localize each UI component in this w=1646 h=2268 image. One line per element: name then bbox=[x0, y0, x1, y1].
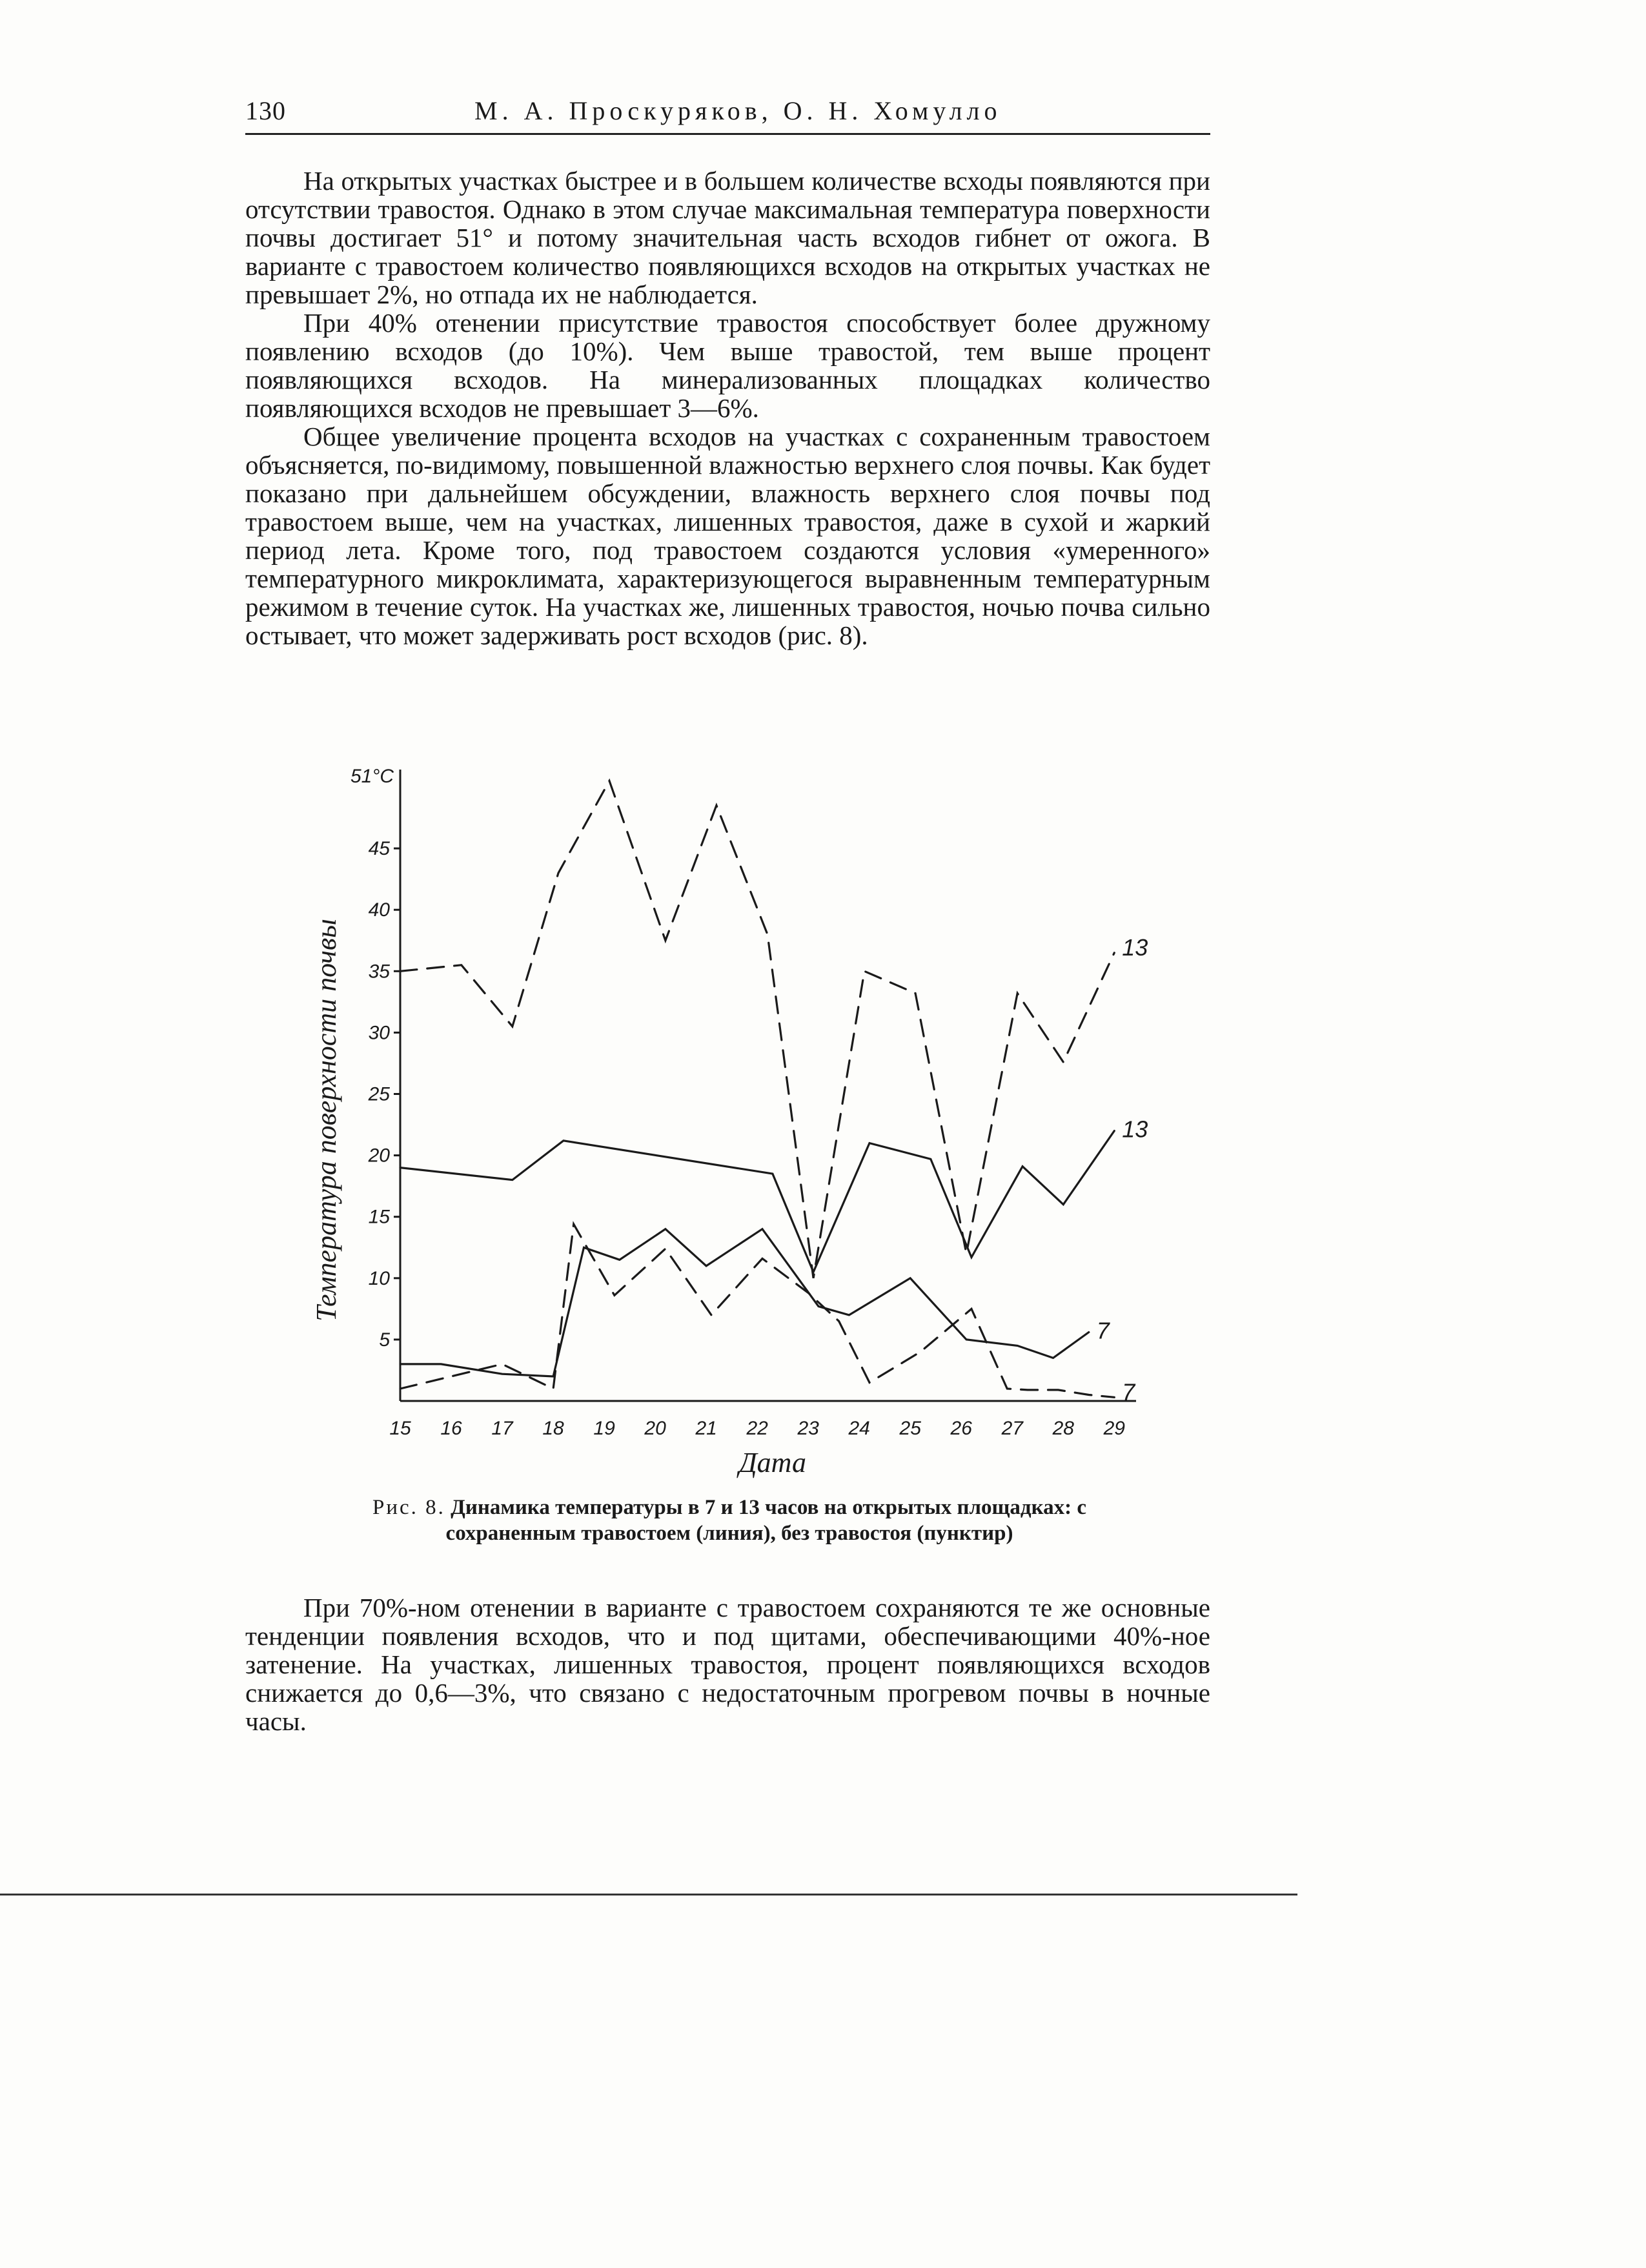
y-tick-label: 25 bbox=[368, 1083, 390, 1105]
caption-lead: Рис. 8. bbox=[372, 1496, 445, 1519]
y-tick-label: 35 bbox=[368, 961, 390, 983]
y-tick-label: 10 bbox=[368, 1267, 390, 1289]
y-tick-label: 40 bbox=[368, 899, 390, 921]
y-tick-label: 5 bbox=[379, 1329, 390, 1351]
x-tick-label: 16 bbox=[440, 1418, 462, 1439]
series-label: 7 bbox=[1096, 1317, 1110, 1344]
x-tick-label: 19 bbox=[593, 1418, 615, 1439]
body-text-top bbox=[245, 167, 1210, 649]
x-tick-label: 23 bbox=[797, 1418, 819, 1439]
y-top-label: 51°С bbox=[350, 766, 394, 787]
running-header bbox=[245, 96, 1210, 135]
y-tick-label: 30 bbox=[368, 1022, 390, 1044]
body-text-bottom bbox=[245, 1593, 1210, 1735]
y-tick-label: 45 bbox=[368, 838, 390, 860]
series-line bbox=[400, 1229, 1089, 1376]
x-tick-label: 28 bbox=[1052, 1418, 1074, 1439]
paragraph: При 40% отенении присутствие травостоя способствует более дружному появлению всходов (до 10%). Чем выше травостой, тем выше процент появляющихся всходов. На минерализованных площадках количество появляющихся всходов не превышает 3—6%. bbox=[245, 308, 1210, 423]
page-number: 130 bbox=[245, 96, 286, 125]
figure-8 bbox=[290, 755, 1207, 1504]
temperature-chart bbox=[290, 755, 1207, 1504]
paragraph: При 70%-ном отенении в варианте с травостоем сохраняются те же основные тенденции появления всходов, что и под щитами, обеспечивающими 40%-ное затенение. На участках, лишенных травостоя, процент появляющихся всходов снижается до 0,6—3%, что связано с недостаточным прогревом почвы в ночные часы. bbox=[245, 1593, 1210, 1736]
figure-caption bbox=[310, 1495, 1149, 1546]
x-tick-label: 27 bbox=[1001, 1418, 1023, 1439]
series-label: 13 bbox=[1122, 934, 1148, 961]
y-axis-label: Температура поверхности почвы bbox=[310, 919, 342, 1322]
y-tick-label: 15 bbox=[368, 1206, 390, 1228]
x-tick-label: 21 bbox=[695, 1418, 717, 1439]
paragraph: Общее увеличение процента всходов на участках с сохраненным травостоем объясняется, по-видимому, повышенной влажностью верхнего слоя почвы. Как будет показано при дальнейшем обсуждении, влажность верхнего слоя почвы под травостоем выше, чем на участках, лишенных травостоя, даже в сухой и жаркий период лета. Кроме того, под травостоем создаются условия «умеренного» температурного микроклимата, характеризующегося выравненным температурным режимом в течение суток. На участках же, лишенных травостоя, ночью почва сильно остывает, что может задерживать рост всходов (рис. 8). bbox=[245, 422, 1210, 650]
x-tick-label: 17 bbox=[491, 1418, 513, 1439]
page-bottom-rule bbox=[0, 1894, 1297, 1895]
caption-text: Динамика температуры в 7 и 13 часов на открытых площадках: с сохраненным травостоем (линия), без травостоя (пунктир) bbox=[445, 1496, 1086, 1545]
series-line bbox=[400, 1224, 1114, 1397]
series-line bbox=[400, 781, 1114, 1278]
series-label: 13 bbox=[1122, 1116, 1148, 1143]
x-tick-label: 29 bbox=[1103, 1418, 1125, 1439]
x-tick-label: 18 bbox=[542, 1418, 564, 1439]
x-tick-label: 25 bbox=[899, 1418, 921, 1439]
paragraph: На открытых участках быстрее и в большем количестве всходы появляются при отсутствии травостоя. Однако в этом случае максимальная температура поверхности почвы достигает 51° и потому значительная часть всходов гибнет от ожога. В варианте с травостоем количество появляющихся всходов на открытых участках не превышает 2%, но отпада их не наблюдается. bbox=[245, 166, 1210, 309]
x-tick-label: 24 bbox=[848, 1418, 870, 1439]
x-tick-label: 20 bbox=[644, 1418, 666, 1439]
x-tick-label: 15 bbox=[389, 1418, 411, 1439]
x-tick-label: 22 bbox=[746, 1418, 768, 1439]
x-tick-label: 26 bbox=[950, 1418, 972, 1439]
series-label: 7 bbox=[1122, 1378, 1135, 1405]
x-axis-label: Дата bbox=[738, 1447, 807, 1478]
series-line bbox=[400, 1131, 1114, 1272]
running-title: М. А. Проскуряков, О. Н. Хомулло bbox=[474, 96, 1002, 125]
y-tick-label: 20 bbox=[368, 1145, 390, 1167]
